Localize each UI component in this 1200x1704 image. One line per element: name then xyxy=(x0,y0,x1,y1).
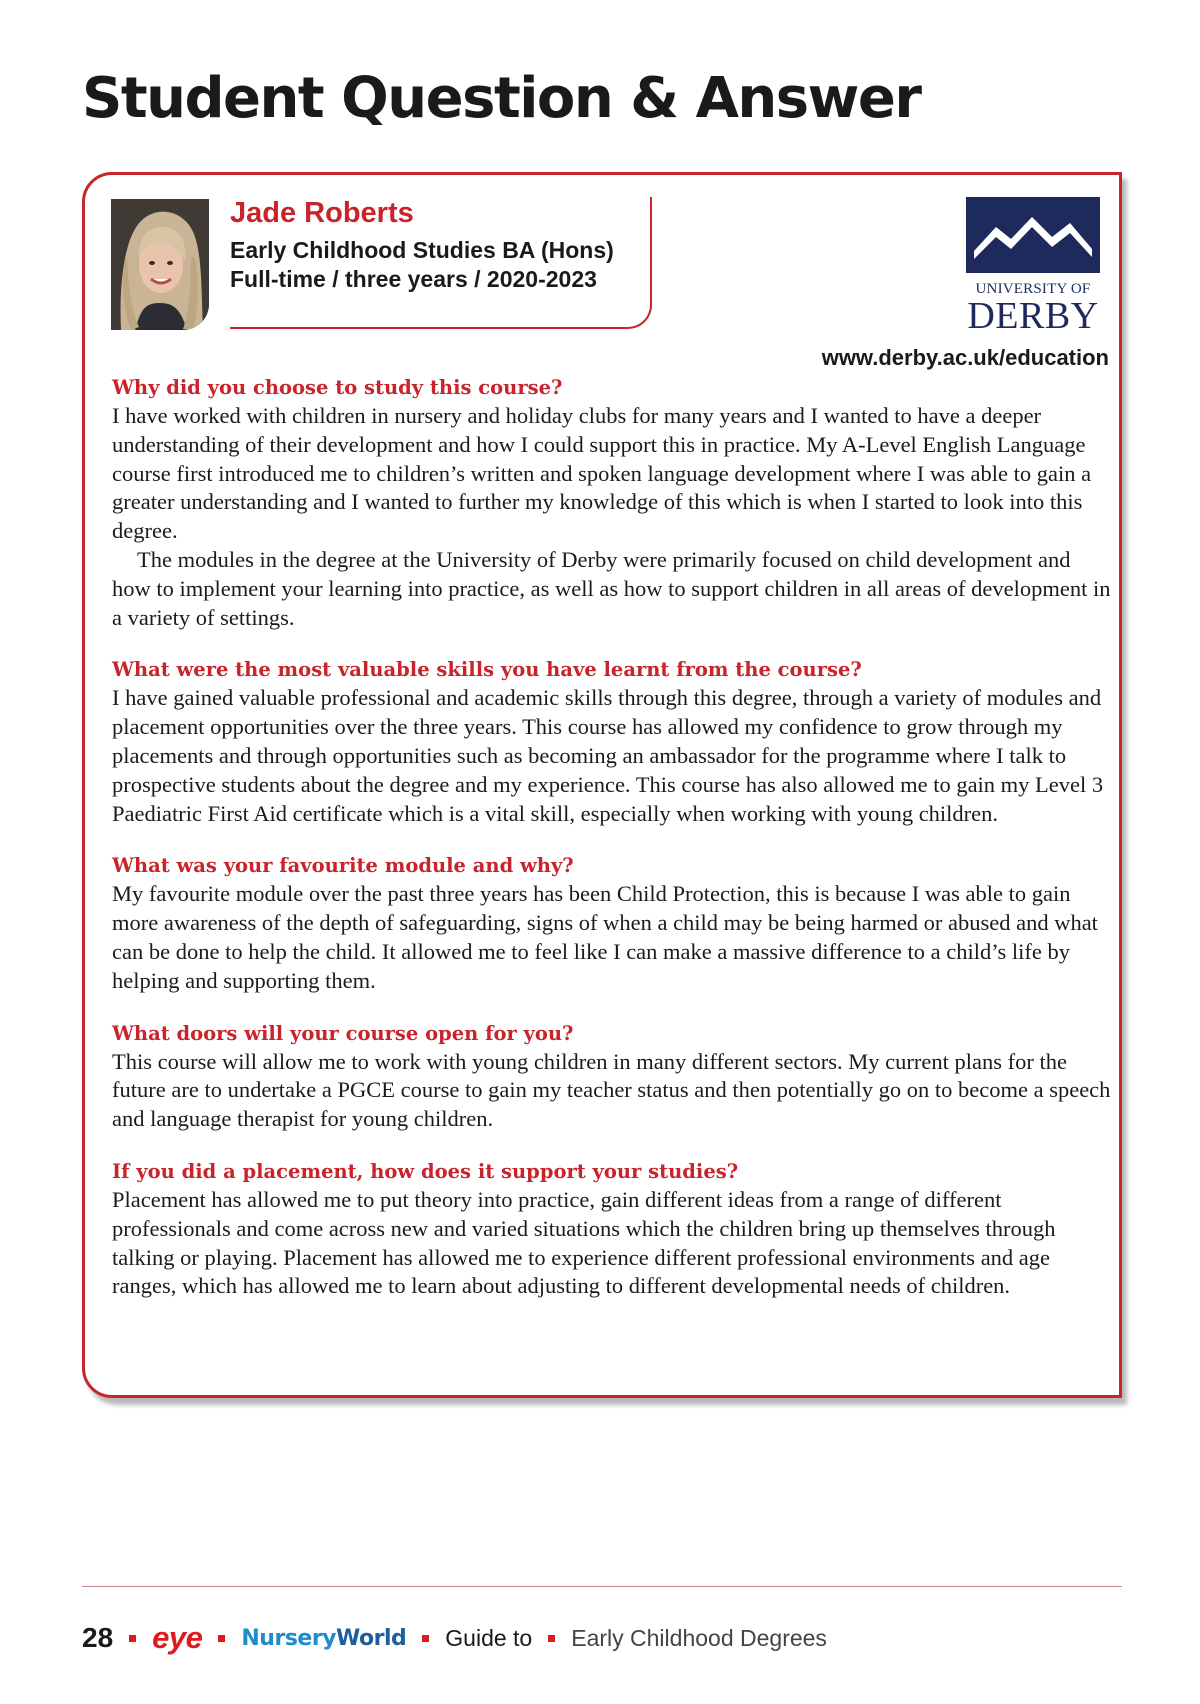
separator-square-icon xyxy=(422,1635,429,1642)
student-portrait-icon xyxy=(111,199,209,330)
qa-item xyxy=(112,1019,1112,1134)
answer-paragraph: My favourite module over the past three years has been Child Protection, this is because I was able to gain more awareness of the depth of safeguarding, signs of when a child may be being harmed or abused and what can be done to help the child. It allowed me to feel like I can make a massive difference to a child’s life by helping and supporting them. xyxy=(112,881,1098,993)
separator-square-icon xyxy=(218,1635,225,1642)
course-mode: Full-time / three years / 2020-2023 xyxy=(230,266,597,292)
question: What were the most valuable skills you have learnt from the course? xyxy=(112,658,862,682)
qa-list xyxy=(112,373,1112,1324)
brand-nursery-text: Nursery xyxy=(241,1625,337,1651)
answer-paragraph: Placement has allowed me to put theory into practice, gain different ideas from a range of different professionals and come across new and varied situations which the children bring up themselves through talking or playing. Placement has allowed me to experience different professional environments and age ranges, which has allowed me to learn about adjusting to different developmental needs of children. xyxy=(112,1186,1056,1299)
guide-label: Guide to xyxy=(445,1624,533,1651)
page-title: Student Question & Answer xyxy=(82,66,921,131)
answer-paragraph: The modules in the degree at the University of Derby were primarily focused on child development and how to implement your learning into practice, as well as how to support children in all areas of development in a variety of settings. xyxy=(112,546,1111,630)
qa-item xyxy=(112,655,1112,828)
mountain-peaks-logo-icon xyxy=(966,197,1100,273)
answer-paragraph: I have worked with children in nursery and holiday clubs for many years and I wanted to have a deeper understanding of their development and how I could support this in practice. My A-Level English Language course first introduced me to children’s written and spoken language development where I was able to gain a greater understanding and I wanted to further my knowledge of this which is when I started to look into this degree. xyxy=(112,403,1092,544)
question: Why did you choose to study this course? xyxy=(112,376,563,399)
question: If you did a placement, how does it support your studies? xyxy=(112,1159,739,1183)
question: What doors will your course open for you? xyxy=(112,1021,574,1045)
qa-card xyxy=(82,172,1122,1398)
footer-divider xyxy=(82,1586,1122,1587)
university-logo xyxy=(966,197,1100,338)
answer-paragraph: I have gained valuable professional and academic skills through this degree, through a variety of modules and placement opportunities over the three years. This course has allowed my confidence to grow through my placements and through opportunities such as becoming an ambassador for the programme where I talk to prospective students about the degree and my experience. This course has also allowed me to gain my Level 3 Paediatric First Aid certificate which is a vital skill, especially when working with young children. xyxy=(112,685,1104,826)
university-url-link[interactable]: www.derby.ac.uk/education xyxy=(821,345,1109,370)
qa-item xyxy=(112,851,1112,995)
course-title: Early Childhood Studies BA (Hons) xyxy=(230,237,614,263)
separator-square-icon xyxy=(548,1635,555,1642)
page-footer xyxy=(82,1618,827,1658)
answer-paragraph: This course will allow me to work with young children in many different sectors. My current plans for the future are to undertake a PGCE course to gain my teacher status and then potentially go on to become a speech and language therapist for young children. xyxy=(112,1048,1111,1132)
logo-text-main: DERBY xyxy=(967,295,1099,337)
guide-title: Early Childhood Degrees xyxy=(571,1624,827,1651)
qa-item xyxy=(112,1157,1112,1301)
page-number: 28 xyxy=(82,1622,114,1653)
question: What was your favourite module and why? xyxy=(112,854,574,878)
separator-square-icon xyxy=(129,1635,136,1642)
logo-text-top: UNIVERSITY OF xyxy=(975,281,1091,297)
profile-header xyxy=(230,197,652,329)
brand-nursery-world-logo xyxy=(241,1626,406,1651)
student-name: Jade Roberts xyxy=(230,197,414,229)
brand-eye-logo: eye xyxy=(152,1620,203,1655)
brand-world-text: World xyxy=(336,1625,407,1651)
qa-item xyxy=(112,373,1112,632)
